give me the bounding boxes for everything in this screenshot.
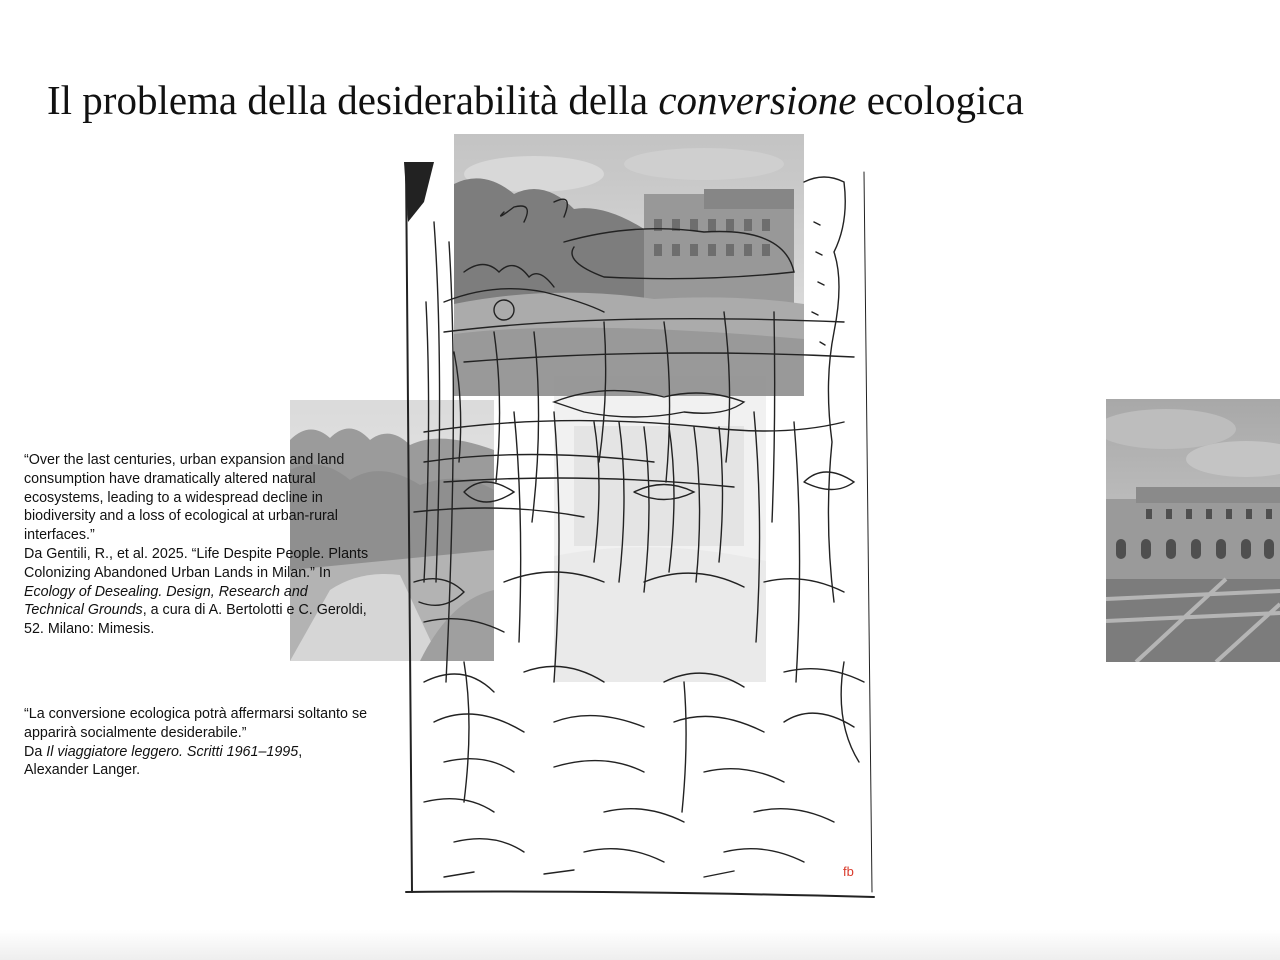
- slide-title: [47, 72, 1024, 128]
- citation-book-title: Il viaggiatore leggero. Scritti 1961–1995: [46, 743, 299, 760]
- city-square-photo: [1106, 399, 1280, 662]
- quote-langer: [24, 705, 369, 780]
- artist-signature: fb: [843, 864, 854, 879]
- quote-langer-text: “La conversione ecologica potrà affermarsi soltanto se apparirà socialmente desiderabile.”: [24, 706, 368, 741]
- citation-suffix: , a cura di A. Bertolotti e C. Geroldi, 52. Milano: Mimesis.: [24, 602, 367, 638]
- quote-gentili-citation: [24, 545, 369, 639]
- title-text-end: ecologica: [856, 77, 1024, 123]
- pencil-sketch: [404, 162, 876, 900]
- title-text-italic: conversione: [658, 77, 857, 123]
- quote-gentili-text: “Over the last centuries, urban expansion and land consumption have dramatically altered natural ecosystems, leading to a widespread decline in biodiversity and a loss of ecological at urban-rural interfaces.”: [24, 452, 345, 544]
- quote-langer-citation: [24, 743, 369, 762]
- bottom-shade: [0, 930, 1280, 960]
- title-text-start: Il problema della desiderabilità della: [47, 77, 659, 123]
- citation-book-title: Ecology of Desealing. Design, Research and Technical Grounds: [24, 583, 308, 619]
- citation-prefix: Da Gentili, R., et al. 2025. “Life Despite People. Plants Colonizing Abandoned Urban Lands in Milan.” In: [24, 545, 369, 581]
- quote-langer-author: Alexander Langer.: [24, 762, 141, 779]
- citation-prefix: Da: [24, 743, 47, 760]
- citation-suffix: ,: [298, 743, 303, 760]
- quote-gentili: [24, 451, 369, 639]
